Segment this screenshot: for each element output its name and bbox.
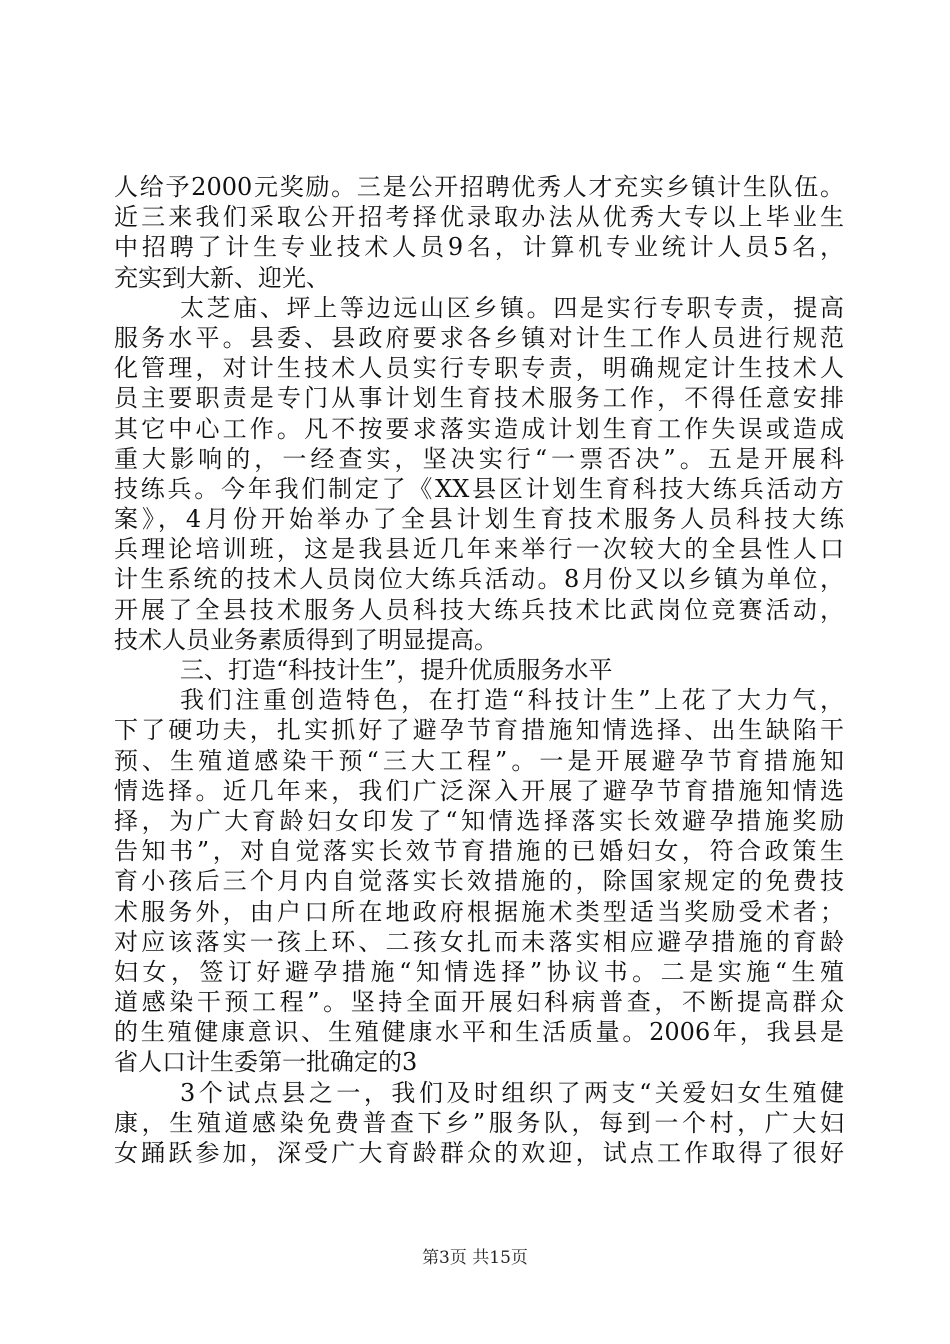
text-line: 其它中心工作。凡不按要求落实造成计划生育工作失误或造成 <box>114 414 844 443</box>
text-line: 的生殖健康意识、生殖健康水平和生活质量。2006年，我县是 <box>114 1018 844 1047</box>
text-line: 3个试点县之一，我们及时组织了两支“关爱妇女生殖健 <box>180 1078 844 1107</box>
text-line: 省人口计生委第一批确定的3 <box>114 1048 418 1077</box>
text-line: 重大影响的，一经查实，坚决实行“一票否决”。五是开展科 <box>114 444 844 473</box>
page-number: 第3页 共15页 <box>422 1248 528 1268</box>
text-line: 康，生殖道感染免费普查下乡”服务队，每到一个村，广大妇 <box>114 1108 844 1137</box>
text-line: 开展了全县技术服务人员科技大练兵技术比武岗位竞赛活动， <box>114 595 844 624</box>
text-line: 女踊跃参加，深受广大育龄群众的欢迎，试点工作取得了很好 <box>114 1139 844 1167</box>
text-line: 近三来我们采取公开招考择优录取办法从优秀大专以上毕业生 <box>114 203 844 232</box>
text-line: 我们注重创造特色，在打造“科技计生”上花了大力气， <box>180 686 844 715</box>
text-line: 择，为广大育龄妇女印发了“知情选择落实长效避孕措施奖励 <box>114 806 844 835</box>
text-line: 充实到大新、迎光、 <box>114 263 330 292</box>
text-line: 育小孩后三个月内自觉落实长效措施的，除国家规定的免费技 <box>114 867 844 896</box>
text-line: 人给予2000元奖励。三是公开招聘优秀人才充实乡镇计生队伍。 <box>114 173 844 201</box>
text-line: 兵理论培训班，这是我县近几年来举行一次较大的全县性人口 <box>114 535 844 564</box>
text-line: 案》，4月份开始举办了全县计划生育技术服务人员科技大练 <box>114 505 844 534</box>
text-line: 妇女，签订好避孕措施“知情选择”协议书。二是实施“生殖 <box>114 957 844 986</box>
text-line: 道感染干预工程”。坚持全面开展妇科病普查，不断提高群众 <box>114 988 844 1017</box>
text-line: 情选择。近几年来，我们广泛深入开展了避孕节育措施知情选 <box>114 776 844 805</box>
page-footer <box>0 1243 950 1268</box>
text-line: 下了硬功夫，扎实抓好了避孕节育措施知情选择、出生缺陷干 <box>114 716 844 745</box>
text-line: 技练兵。今年我们制定了《XX县区计划生育科技大练兵活动方 <box>114 474 844 503</box>
text-line: 化管理，对计生技术人员实行专职专责，明确规定计生技术人 <box>114 354 844 383</box>
text-line: 太芝庙、坪上等边远山区乡镇。四是实行专职专责，提高 <box>180 293 844 322</box>
text-line: 告知书”，对自觉落实长效节育措施的已婚妇女，符合政策生 <box>114 837 844 866</box>
text-line: 预、生殖道感染干预“三大工程”。一是开展避孕节育措施知 <box>114 746 844 775</box>
section-heading: 三、打造“科技计生”，提升优质服务水平 <box>180 656 613 684</box>
document-body <box>114 172 844 1168</box>
text-line: 服务水平。县委、县政府要求各乡镇对计生工作人员进行规范 <box>114 323 844 352</box>
text-line: 中招聘了计生专业技术人员9名，计算机专业统计人员5名， <box>114 233 844 262</box>
text-line: 术服务外，由户口所在地政府根据施术类型适当奖励受术者； <box>114 897 844 926</box>
text-line: 对应该落实一孩上环、二孩女扎而未落实相应避孕措施的育龄 <box>114 927 844 956</box>
text-line: 计生系统的技术人员岗位大练兵活动。8月份又以乡镇为单位， <box>114 565 844 594</box>
text-line: 技术人员业务素质得到了明显提高。 <box>114 625 498 654</box>
text-line: 员主要职责是专门从事计划生育技术服务工作，不得任意安排 <box>114 384 844 413</box>
